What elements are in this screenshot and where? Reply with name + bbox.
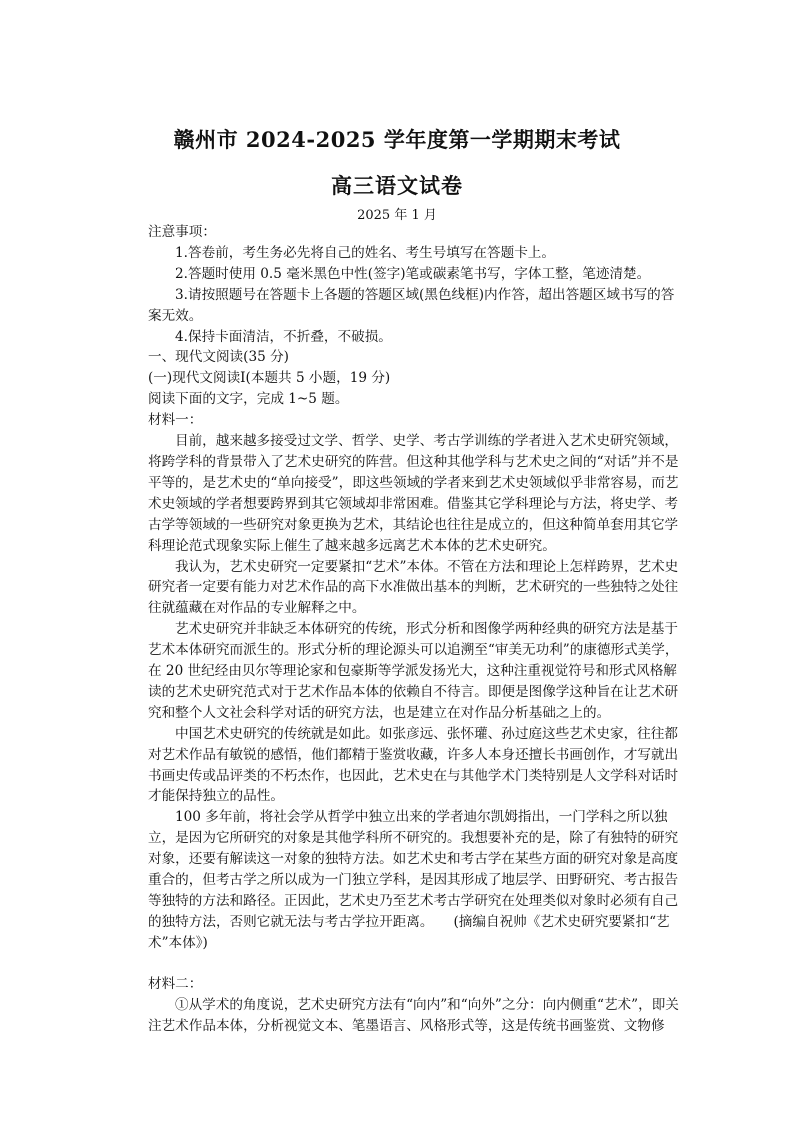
material2-label: 材料二： (148, 975, 203, 992)
section-instruction: 阅读下面的文字，完成 1~5 题。 (148, 391, 349, 408)
material2-paragraph: ①从学术的角度说，艺术史研究方法有“向内”和“向外”之分：向内侧重“艺术”，即关注艺术作品本体，分析视觉文本、笔墨语言、风格形式等，这是传统书画鉴赏、文物修 (148, 996, 679, 1034)
material1-paragraph-text: 100 多年前，将社会学从哲学中独立出来的学者迪尔凯姆指出，一门学科之所以独立，是因为它所研究的对象是其他学科所不研究的。我想要补充的是，除了有独特的研究对象，还要有解读这一对象的独特方法。如艺术史和考古学在某些方面的研究对象是高度重合的，但考古学之所以成为一门独立学科，是因其形成了地层学、田野研究、考古报告等独特的方法和路径。正因此，艺术史乃至艺术考古学研究在处理类似对象时必须有自己的独特方法，否则它就无法与考古学拉开距离。 (148, 809, 679, 930)
section-heading: 一、现代文阅读(35 分) (148, 349, 289, 366)
material1-paragraph: 中国艺术史研究的传统就是如此。如张彦远、张怀瓘、孙过庭这些艺术史家，往往都对艺术作品有敏锐的感悟，他们都精于鉴赏收藏，许多人本身还擅长书画创作，才写就出书画史传或品评类的不朽杰作，也因此，艺术史在与其他学术门类特别是人文学科对话时才能保持独立的品性。 (148, 725, 679, 805)
notice-heading: 注意事项： (148, 224, 216, 240)
material1-paragraph: 我认为，艺术史研究一定要紧扣“艺术”本体。不管在方法和理论上怎样跨界，艺术史研究者一定要有能力对艺术作品的高下水准做出基本的判断，艺术研究的一些独特之处往往就蕴藏在对作品的专业解释之中。 (148, 558, 679, 617)
material1-source: (摘编自祝帅《艺术史研究要紧扣“艺术”本体》) (148, 913, 670, 951)
exam-title: 赣州市 2024-2025 学年度第一学期期末考试 (173, 127, 621, 152)
material1-paragraph: 目前，越来越多接受过文学、哲学、史学、考古学训练的学者进入艺术史研究领域，将跨学科的背景带入了艺术史研究的阵营。但这种其他学科与艺术史之间的“对话”并不是平等的，是艺术史的“单向接受”，即这些领域的学者来到艺术史领域似乎非常容易，而艺术史领域的学者想要跨界到其它领域却非常困难。借鉴其它学科理论与方法，将史学、考古学等领域的一些研究对象更换为艺术，其结论也往往是成立的，但这种简单套用其它学科理论范式现象实际上催生了越来越多远离艺术本体的艺术史研究。 (148, 433, 679, 554)
material1-paragraph (148, 807, 686, 953)
notice-item: 2.答题时使用 0.5 毫米黑色中性(签字)笔或碳素笔书写，字体工整，笔迹清楚。 (175, 265, 651, 282)
spacer (148, 954, 686, 974)
section-subheading: (一)现代文阅读Ⅰ(本题共 5 小题，19 分) (148, 370, 391, 387)
notice-item: 1.答卷前，考生务必先将自己的姓名、考生号填写在答题卡上。 (175, 244, 555, 261)
notice-item: 3.请按照题号在答题卡上各题的答题区域(黑色线框)内作答，超出答题区域书写的答案无效。 (148, 286, 675, 324)
material1-label: 材料一： (148, 412, 203, 429)
exam-subtitle: 高三语文试卷 (331, 173, 463, 198)
exam-date: 2025 年 1 月 (357, 208, 437, 223)
material1-paragraph: 艺术史研究并非缺乏本体研究的传统，形式分析和图像学两种经典的研究方法是基于艺术本体研究而派生的。形式分析的理论源头可以追溯至“审美无功利”的康德形式美学，在 20 世纪经由贝尔等理论家和包豪斯等学派发扬光大，这种注重视觉符号和形式风格解读的艺术史研究范式对于艺术作品本体的依赖自不待言。即便是图像学这种旨在让艺术研究和整个人文社会科学对话的研究方法，也是建立在对作品分析基础之上的。 (148, 621, 679, 721)
notice-item: 4.保持卡面清洁，不折叠，不破损。 (175, 328, 392, 345)
exam-body (148, 222, 686, 1036)
